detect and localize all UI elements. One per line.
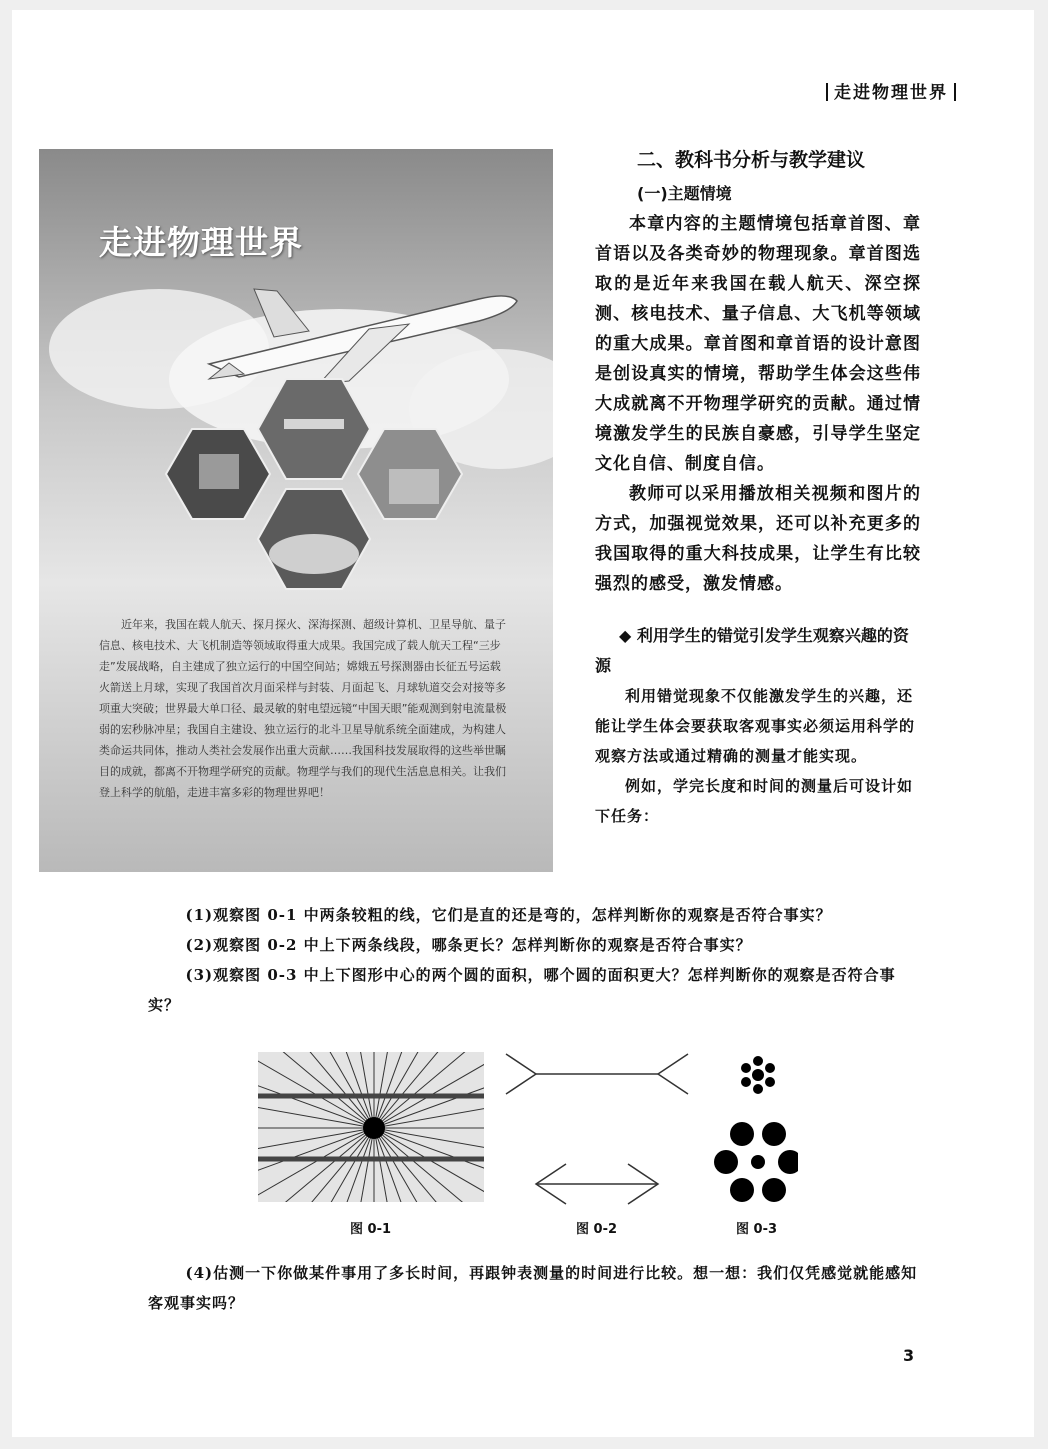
right-column [595,145,921,831]
cover-paragraph: 近年来，我国在载人航天、探月探火、深海探测、超级计算机、卫星导航、量子信息、核电技术、大飞机制造等领域取得重大成果。我国完成了载人航天工程“三步走”发展战略，自主建成了独立运行的中国空间站；嫦娥五号探测器由长征五号运载火箭送上月球，实现了我国首次月面采样与封装、月面起飞、月球轨道交会对接等多项重大突破；世界最大单口径、最灵敏的射电望远镜“中国天眼”能观测到射电流量极弱的宏秒脉冲星；我国自主建设、独立运行的北斗卫星导航系统全面建成，为构建人类命运共同体，推动人类社会发展作出重大贡献……我国科技发展取得的这些举世瞩目的成就，都离不开物理学研究的贡献。物理学与我们的现代生活息息相关。让我们登上科学的航船，走进丰富多彩的物理世界吧！ [99,618,507,799]
figure-0-3-ebbinghaus [714,1056,798,1202]
figure-caption-0-2: 图 0-2 [576,1222,618,1237]
cover-title: 走进物理世界 [99,223,303,262]
illusion-figures [258,1052,798,1207]
header-title: 走进物理世界 [834,83,948,103]
chapter-cover-image [39,149,553,872]
figure-0-1-hering-illusion [258,1052,534,1207]
bullet-heading: ◆ 利用学生的错觉引发学生观察兴趣的资源 [595,626,909,675]
task-item: (2)观察图 0-2 中上下两条线段，哪条更长？怎样判断你的观察是否符合事实？ [185,936,752,954]
running-header [820,78,962,103]
task-item: (4)估测一下你做某件事用了多长时间，再跟钟表测量的时间进行比较。想一想：我们仅凭感觉就能感知客观事实吗？ [148,1264,918,1312]
page-number: 3 [903,1346,915,1365]
figure-caption-0-3: 图 0-3 [736,1222,778,1237]
figure-0-2-muller-lyer [506,1054,688,1204]
task-4 [148,1258,918,1318]
task-item: (3)观察图 0-3 中上下图形中心的两个圆的面积，哪个圆的面积更大？怎样判断你的观察是否符合事实？ [148,966,896,1014]
paragraph: 本章内容的主题情境包括章首图、章首语以及各类奇妙的物理现象。章首图选取的是近年来我国在载人航天、深空探测、核电技术、量子信息、大飞机等领域的重大成果。章首图和章首语的设计意图是创设真实的情境，帮助学生体会这些伟大成就离不开物理学研究的贡献。通过情境激发学生的民族自豪感，引导学生坚定文化自信、制度自信。 [595,214,921,474]
paragraph: 教师可以采用播放相关视频和图片的方式，加强视觉效果，还可以补充更多的我国取得的重大科技成果，让学生有比较强烈的感受，激发情感。 [595,484,921,594]
task-list [148,900,918,1020]
figure-caption-0-1: 图 0-1 [350,1222,392,1237]
task-item: (1)观察图 0-1 中两条较粗的线，它们是直的还是弯的，怎样判断你的观察是否符合事实？ [185,906,832,924]
subsection-heading: (一)主题情境 [637,184,732,203]
section-heading: 二、教科书分析与教学建议 [637,149,866,171]
paragraph: 利用错觉现象不仅能激发学生的兴趣，还能让学生体会要获取客观事实必须运用科学的观察方法或通过精确的测量才能实现。 [595,687,916,765]
paragraph: 例如，学完长度和时间的测量后可设计如下任务： [595,777,914,825]
